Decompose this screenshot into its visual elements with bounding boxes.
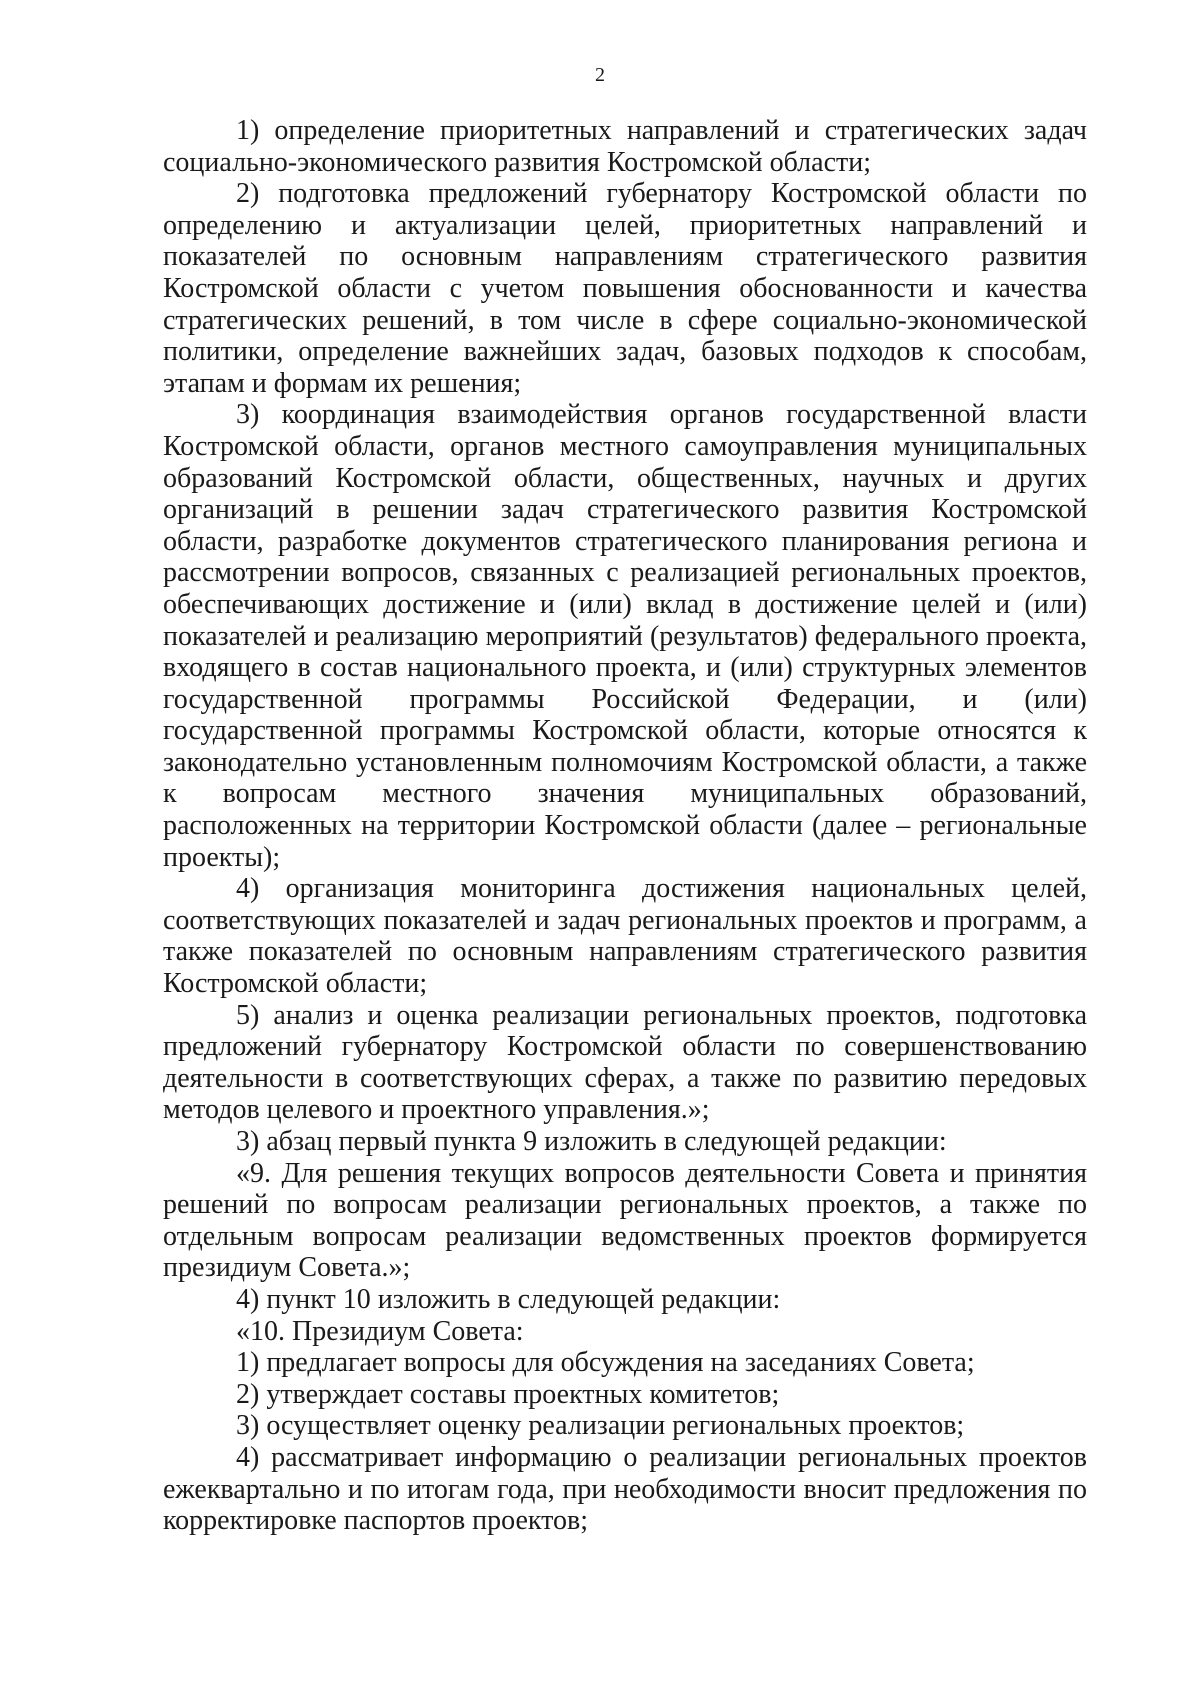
page-number: 2 <box>595 64 605 86</box>
paragraph: «9. Для решения текущих вопросов деятельности Совета и принятия решений по вопросам реализации региональных проектов, а также по отдельным вопросам реализации ведомственных проектов формируется президиум Совета.»; <box>163 1157 1087 1284</box>
paragraph: 4) пункт 10 изложить в следующей редакции: <box>236 1283 781 1315</box>
paragraph: 2) утверждает составы проектных комитетов; <box>236 1378 780 1410</box>
paragraph: 3) абзац первый пункта 9 изложить в следующей редакции: <box>236 1126 947 1157</box>
paragraph: 4) рассматривает информацию о реализации региональных проектов ежеквартально и по итогам года, при необходимости вносит предложения по корректировке паспортов проектов; <box>163 1441 1087 1537</box>
paragraph: 2) подготовка предложений губернатору Костромской области по определению и актуализации целей, приоритетных направлений и показателей по основным направлениям стратегического развития Костромской области с учетом повышения обоснованности и качества стратегических решений, в том числе в сфере социально-экономической политики, определение важнейших задач, базовых подходов к способам, этапам и формам их решения; <box>163 178 1087 399</box>
paragraph: 1) определение приоритетных направлений и стратегических задач социально-экономического развития Костромской области; <box>163 115 1087 178</box>
paragraph: 1) предлагает вопросы для обсуждения на заседаниях Совета; <box>236 1347 975 1379</box>
paragraph: 5) анализ и оценка реализации региональных проектов, подготовка предложений губернатору Костромской области по совершенствованию деятельности в соответствующих сферах, а также по развитию передовых методов целевого и проектного управления.»; <box>163 999 1087 1126</box>
paragraph: 4) организация мониторинга достижения национальных целей, соответствующих показателей и задач региональных проектов и программ, а также показателей по основным направлениям стратегического развития Костромской области; <box>163 873 1087 1000</box>
paragraph: 3) осуществляет оценку реализации региональных проектов; <box>236 1410 965 1442</box>
paragraph: 3) координация взаимодействия органов государственной власти Костромской области, органов местного самоуправления муниципальных образований Костромской области, общественных, научных и других организаций в решении задач стратегического развития Костромской области, разработке документов стратегического планирования региона и рассмотрении вопросов, связанных с реализацией региональных проектов, обеспечивающих достижение и (или) вклад в достижение целей и (или) показателей и реализацию мероприятий (результатов) федерального проекта, входящего в состав национального проекта, и (или) структурных элементов государственной программы Российской Федерации, и (или) государственной программы Костромской области, которые относятся к законодательно установленным полномочиям Костромской области, а также к вопросам местного значения муниципальных образований, расположенных на территории Костромской области (далее – региональные проекты); <box>163 399 1087 873</box>
document-body <box>163 115 1087 1537</box>
paragraph: «10. Президиум Совета: <box>236 1315 524 1347</box>
